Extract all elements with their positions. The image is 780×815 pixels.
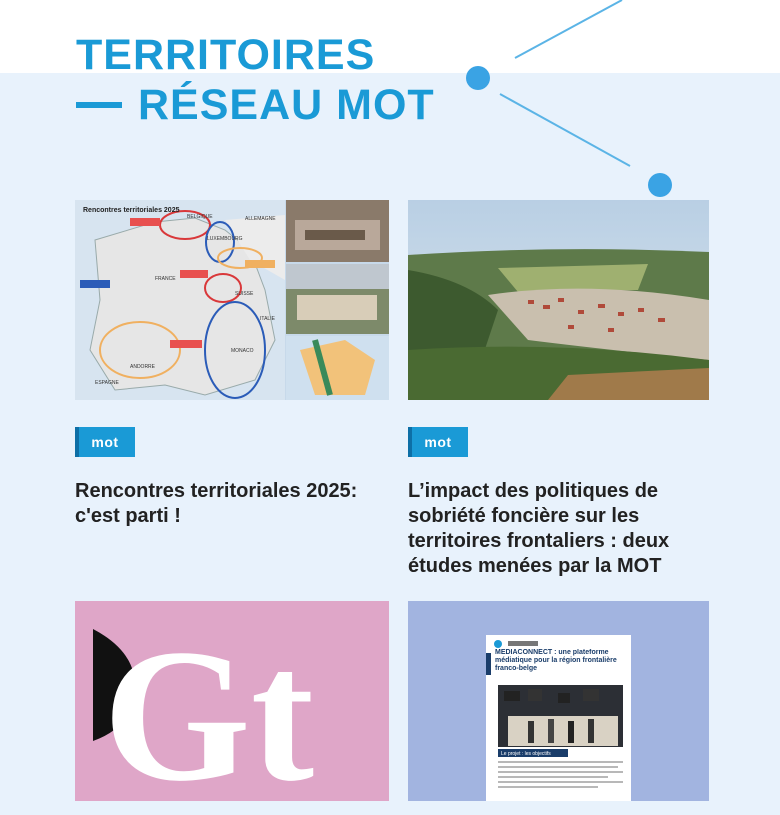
article-thumbnail[interactable] bbox=[408, 601, 709, 801]
article-thumbnail[interactable] bbox=[75, 601, 389, 801]
flyer-title: MEDIACONNECT : une plateforme médiatique pour la région frontalière franco-belge bbox=[495, 649, 617, 672]
svg-text:ALLEMAGNE: ALLEMAGNE bbox=[245, 216, 276, 222]
page-title bbox=[76, 30, 435, 130]
article-thumbnail[interactable] bbox=[75, 200, 389, 400]
svg-text:LUXEMBOURG: LUXEMBOURG bbox=[207, 236, 243, 242]
mediaconnect-flyer-image bbox=[408, 601, 709, 801]
svg-text:BELGIQUE: BELGIQUE bbox=[187, 214, 213, 220]
article-card[interactable] bbox=[408, 601, 722, 801]
aerial-town-photo bbox=[408, 200, 709, 400]
article-headline[interactable]: L’impact des politiques de sobriété foncière sur les territoires frontaliers : deux études menées par la MOT bbox=[408, 480, 670, 577]
svg-text:SUISSE: SUISSE bbox=[235, 291, 254, 297]
flyer-section-title: Le projet : les objectifs bbox=[501, 751, 551, 757]
gt-logo-text: Gt bbox=[103, 611, 315, 801]
article-card[interactable] bbox=[75, 200, 389, 529]
title-line-2: RÉSEAU MOT bbox=[138, 81, 435, 129]
article-thumbnail[interactable] bbox=[408, 200, 709, 400]
title-dash bbox=[76, 102, 122, 108]
mot-badge[interactable]: mot bbox=[408, 427, 468, 457]
gt-logo-image bbox=[75, 601, 389, 801]
map-collage-image bbox=[75, 200, 389, 400]
svg-text:ITALIE: ITALIE bbox=[260, 316, 275, 322]
article-card[interactable] bbox=[408, 200, 722, 579]
map-title: Rencontres territoriales 2025 bbox=[83, 207, 180, 214]
svg-text:ESPAGNE: ESPAGNE bbox=[95, 380, 119, 386]
article-card[interactable] bbox=[75, 601, 389, 801]
svg-text:FRANCE: FRANCE bbox=[155, 276, 176, 282]
article-headline[interactable]: Rencontres territoriales 2025: c'est parti ! bbox=[75, 480, 358, 527]
mot-badge[interactable]: mot bbox=[75, 427, 135, 457]
svg-text:MONACO: MONACO bbox=[231, 348, 254, 354]
svg-text:ANDORRE: ANDORRE bbox=[130, 364, 156, 370]
title-line-1: TERRITOIRES bbox=[76, 31, 376, 79]
